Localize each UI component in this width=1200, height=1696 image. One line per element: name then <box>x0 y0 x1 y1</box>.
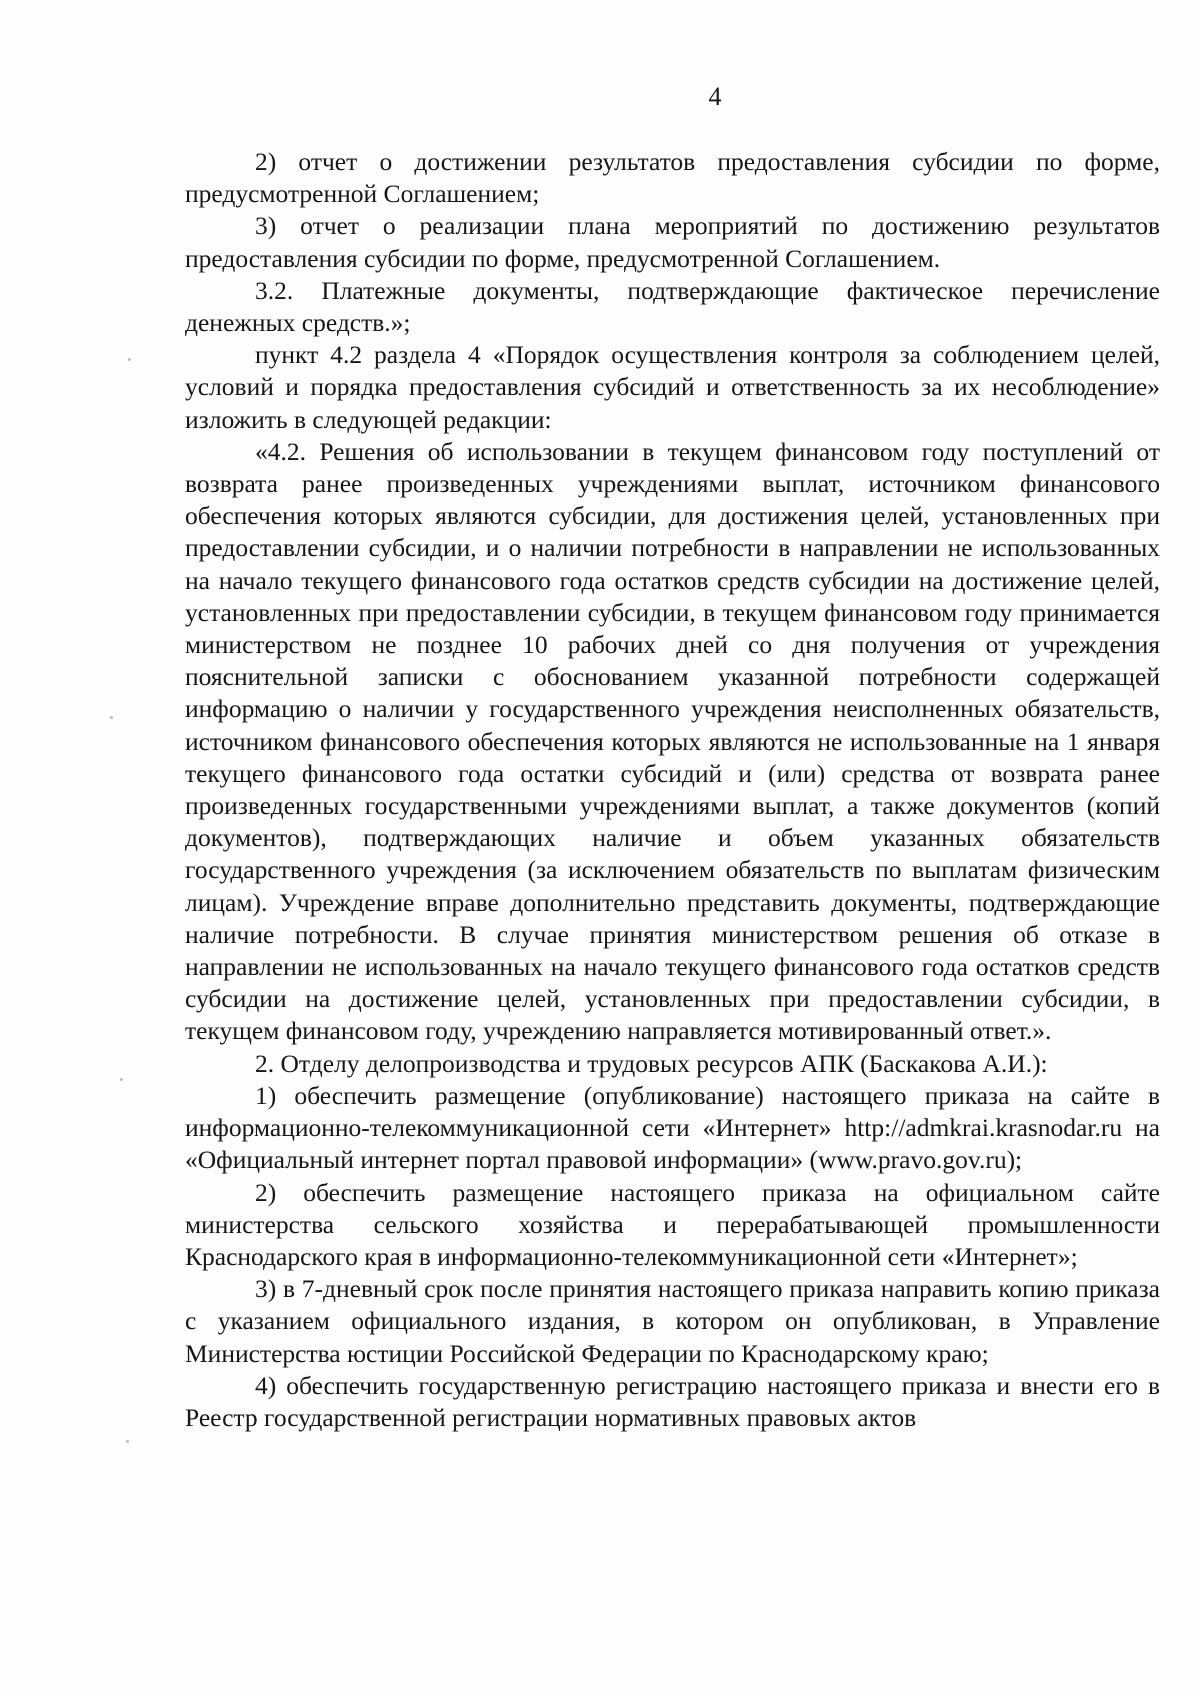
paragraph-report-results: 2) отчет о достижении результатов предоставления субсидии по форме, предусмотренной Соглашением; <box>185 147 1160 209</box>
document-body <box>185 146 1160 1434</box>
paragraph-amend-clause: пункт 4.2 раздела 4 «Порядок осуществления контроля за соблюдением целей, условий и порядка предоставления субсидий и ответственность за их несоблюдение» изложить в следующей редакции: <box>185 340 1160 434</box>
paragraph-item-2-4: 4) обеспечить государственную регистрацию настоящего приказа и внести его в Реестр государственной регистрации нормативных правовых актов <box>185 1370 1160 1432</box>
paragraph-report-plan: 3) отчет о реализации плана мероприятий по достижению результатов предоставления субсидии по форме, предусмотренной Соглашением. <box>185 211 1160 273</box>
paragraph-payment-documents: 3.2. Платежные документы, подтверждающие фактическое перечисление денежных средств.»; <box>185 275 1160 338</box>
scan-speck <box>110 716 113 719</box>
paragraph-item-2-2: 2) обеспечить размещение настоящего приказа на официальном сайте министерства сельского хозяйства и перерабатывающей промышленности Краснодарского края в информационно-телекоммуникационной сети «Интернет»; <box>185 1177 1160 1271</box>
paragraph-item-2-3: 3) в 7-дневный срок после принятия настоящего приказа направить копию приказа с указанием официального издания, в котором он опубликован, в Управление Министерства юстиции Российской Федерации по Краснодарскому краю; <box>185 1274 1160 1368</box>
scan-speck <box>128 358 131 361</box>
paragraph-clause-4-2: «4.2. Решения об использовании в текущем финансовом году поступлений от возврата ранее произведенных учреждениями выплат, источником финансового обеспечения которых являются субсидии, для достижения целей, установленных при предоставлении субсидии, и о наличии потребности в направлении не использованных на начало текущего финансового года остатков средств субсидии на достижение целей, установленных при предоставлении субсидии, в текущем финансовом году принимается министерством не позднее 10 рабочих дней со дня получения от учреждения пояснительной записки с обоснованием указанной потребности содержащей информацию о наличии у государственного учреждения неисполненных обязательств, источником финансового обеспечения которых являются не использованные на 1 января текущего финансового года остатки субсидий и (или) средства от возврата ранее произведенных государственными учреждениями выплат, а также документов (копий документов), подтверждающих наличие и объем указанных обязательств государственного учреждения (за исключением обязательств по выплатам физическим лицам). Учреждение вправе дополнительно представить документы, подтверждающие наличие потребности. В случае принятия министерством решения об отказе в направлении не использованных на начало текущего финансового года остатков средств субсидии на достижение целей, установленных при предоставлении субсидии, в текущем финансовом году, учреждению направляется мотивированный ответ.». <box>185 436 1160 1046</box>
page-number: 4 <box>708 82 722 111</box>
paragraph-item-2-1: 1) обеспечить размещение (опубликование) настоящего приказа на сайте в информационно-телекоммуникационной сети «Интернет» http://admkrai.krasnodar.ru на «Официальный интернет портал правовой информации» (www.pravo.gov.ru); <box>185 1080 1160 1175</box>
scan-speck <box>126 1440 129 1443</box>
paragraph-item-2: 2. Отделу делопроизводства и трудовых ресурсов АПК (Баскакова А.И.): <box>255 1048 1048 1078</box>
scan-speck <box>120 1078 123 1081</box>
